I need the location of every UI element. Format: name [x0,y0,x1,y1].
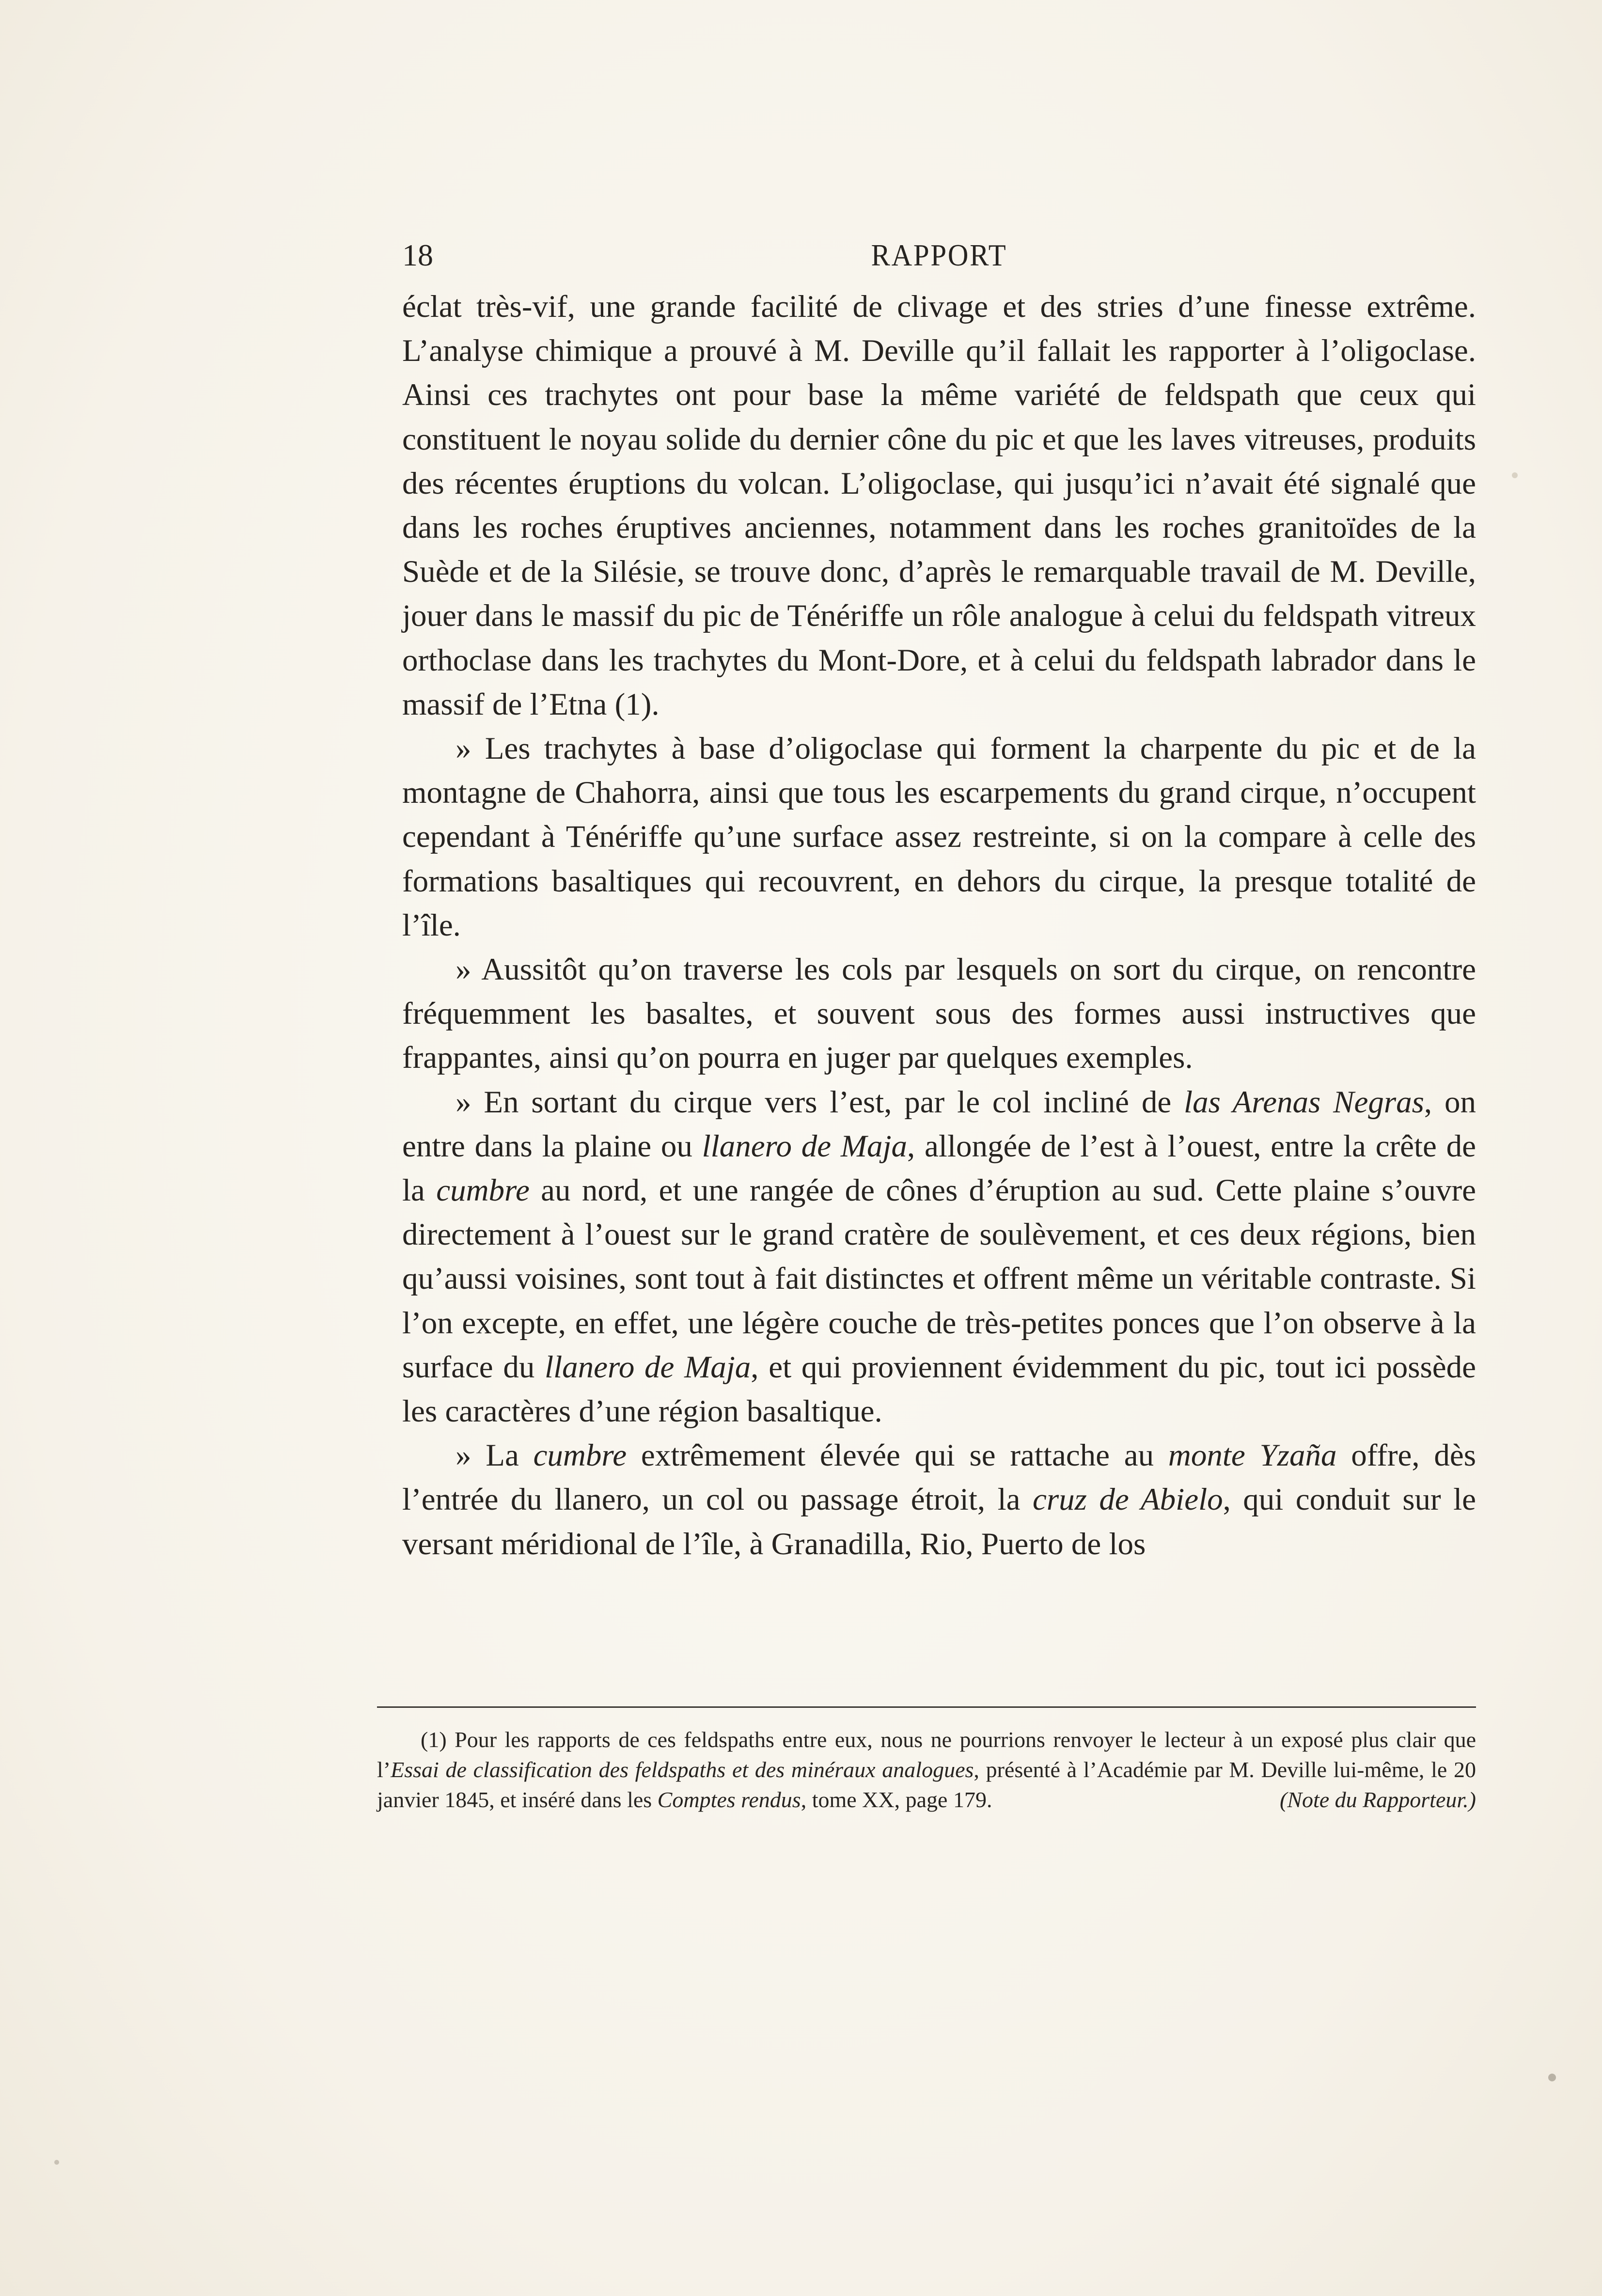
paragraph: éclat très-vif, une grande facilité de clivage et des stries d’une finesse extrême. L’analyse chimique a prouvé à M. Deville qu’il fallait les rapporter à l’oligoclase. Ainsi ces trachytes ont pour base la même variété de feldspath que ceux qui constituent le noyau solide du dernier cône du pic et que les laves vitreuses, produits des récentes éruptions du volcan. L’oligoclase, qui jusqu’ici n’avait été signalé que dans les roches éruptives anciennes, notamment dans les roches granitoïdes de la Suède et de la Silésie, se trouve donc, d’après le remarquable travail de M. Deville, jouer dans le massif du pic de Ténériffe un rôle analogue à celui du feldspath vitreux orthoclase dans les trachytes du Mont-Dore, et à celui du feldspath labrador dans le massif de l’Etna (1). [402,289,1476,722]
footnote-signature: (Note du Rapporteur.) [1279,1787,1476,1812]
text-run: , qui conduit sur le versant méridional de l’île, à Granadilla, Rio, Puerto de los [402,1482,1476,1562]
text-run: au nord, et une rangée de cônes d’éruption au sud. Cette plaine s’ouvre directement à l’ouest sur le grand cratère de soulèvement, et ces deux régions, bien qu’aussi voisines, sont tout à fait distinctes et offrent même un véritable contraste. Si l’on excepte, en effet, une légère couche de très-petites ponces que l’on observe à la surface du [402,1173,1476,1385]
text-run: (1) Pour les rapports de ces feldspaths entre eux, nous ne pourrions renvoyer le lecteur à un exposé plus clair que l’ [377,1727,1476,1782]
footnote-text [377,1725,1476,1815]
text-run: , et qui proviennent évidemment du pic, tout ici possède les caractères d’une région basaltique. [402,1349,1476,1429]
text-run: , tome XX, page 179. [801,1787,992,1812]
paper-speck [54,2160,59,2165]
italic-term: Essai de classification des feldspaths et des minéraux analogues [391,1757,974,1782]
italic-term: llanero de Maja [702,1128,908,1164]
text-run: » La [455,1438,534,1473]
body-text [402,285,1476,1566]
text-run: , présenté à l’Académie par M. Deville lui-même, le 20 janvier 1845, et inséré dans les [377,1757,1476,1812]
paragraph: » Les trachytes à base d’oligoclase qui forment la charpente du pic et de la montagne de Chahorra, ainsi que tous les escarpements du grand cirque, n’occupent cependant à Ténériffe qu’une surface assez restreinte, si on la compare à celle des formations basaltiques qui recouvrent, en dehors du cirque, la presque totalité de l’île. [402,731,1476,943]
text-run: offre, dès l’entrée du llanero, un col ou passage étroit, la [402,1438,1476,1517]
paragraph [402,1434,1476,1566]
page-number: 18 [402,238,433,272]
italic-term: cruz de Abielo [1032,1482,1223,1517]
text-run: extrêmement élevée qui se rattache au [627,1438,1168,1473]
italic-term: cumbre [436,1173,530,1208]
paper-speck [1548,2074,1556,2081]
italic-term: monte Yzaña [1168,1438,1337,1473]
paragraph [402,1080,1476,1434]
text-run: , on entre dans la plaine ou [402,1084,1476,1164]
text-run: , allongée de l’est à l’ouest, entre la crête de la [402,1128,1476,1208]
paragraph: » Aussitôt qu’on traverse les cols par lesquels on sort du cirque, on rencontre fréquemment les basaltes, et souvent sous des formes aussi instructives que frappantes, ainsi qu’on pourra en juger par quelques exemples. [402,952,1476,1076]
italic-term: Comptes rendus [657,1787,801,1812]
italic-term: las Arenas Negras [1184,1084,1424,1120]
footnote-rule [377,1706,1476,1708]
text-run: » En sortant du cirque vers l’est, par le col incliné de [455,1084,1184,1120]
running-head: RAPPORT [871,238,1007,272]
paper-speck [1512,472,1518,478]
italic-term: cumbre [533,1438,627,1473]
italic-term: llanero de Maja [545,1349,751,1385]
footnote [377,1725,1476,1815]
page-header [402,238,1476,272]
